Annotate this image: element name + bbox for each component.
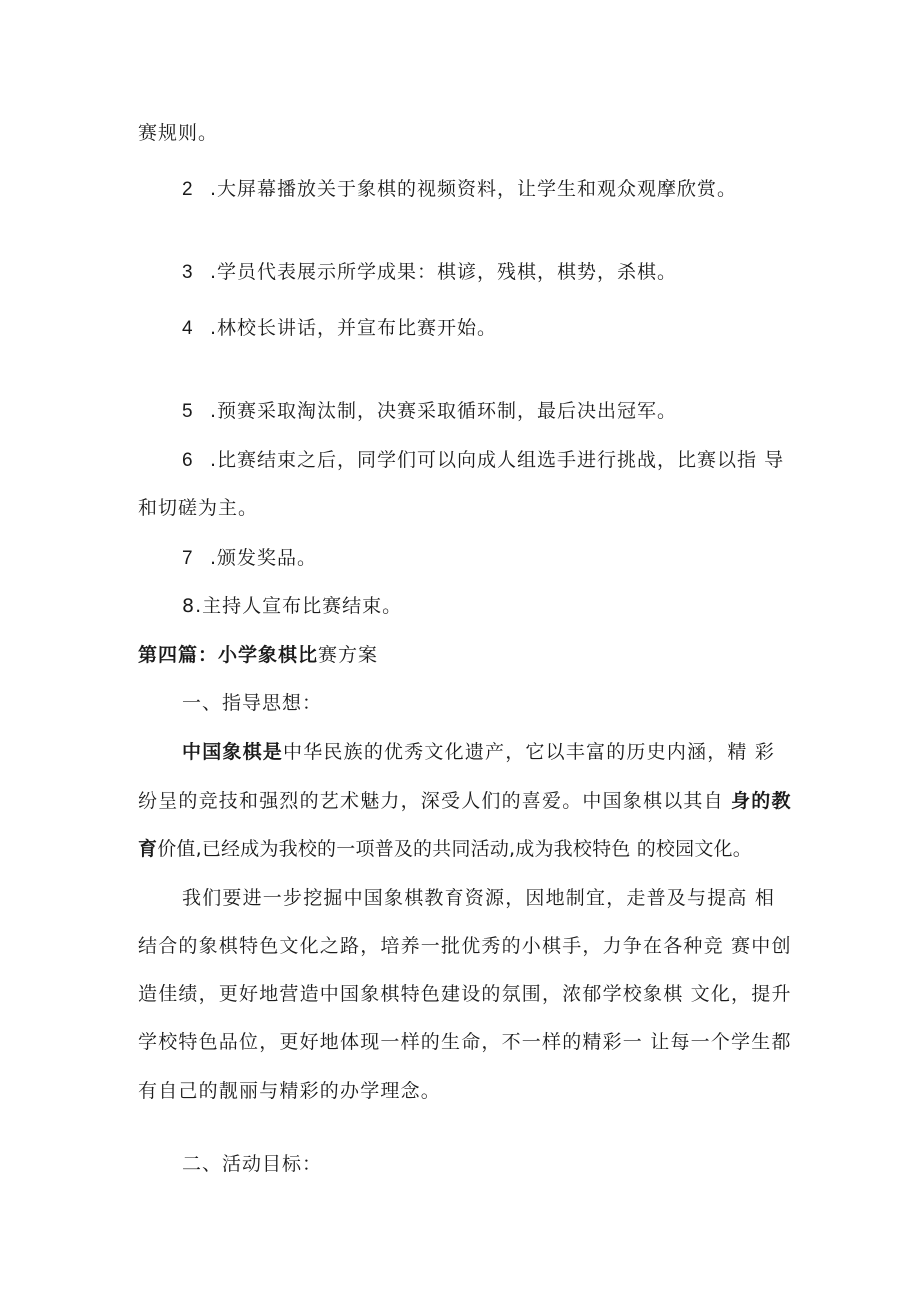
subheading-text: 二、活动目标： bbox=[182, 1153, 323, 1175]
list-item-4 bbox=[182, 315, 497, 342]
list-number: 4 bbox=[182, 318, 194, 339]
paragraph-1-line-3 bbox=[138, 836, 752, 862]
bold-phrase: 身的教 bbox=[731, 790, 792, 812]
list-item-5 bbox=[182, 398, 677, 425]
list-item-6-continuation bbox=[138, 495, 258, 521]
paragraph-text: 造佳绩，更好地营造中国象棋特色建设的氛围，浓郁学校象棋 文化，提升 bbox=[138, 983, 792, 1005]
paragraph-2-line-2 bbox=[138, 933, 792, 959]
list-number: 5 bbox=[182, 401, 194, 422]
heading-bold: 第四篇：小学象棋比 bbox=[138, 644, 319, 666]
list-item-3 bbox=[182, 259, 677, 286]
paragraph-text: 价值,已经成为我校的一项普及的共同活动,成为我校特色 的校园文化。 bbox=[157, 838, 752, 860]
paragraph-2-line-4 bbox=[138, 1029, 792, 1055]
heading-rest: 赛方案 bbox=[318, 644, 379, 666]
text-rules-end: 赛规则。 bbox=[138, 122, 219, 144]
paragraph-text: 纷呈的竞技和强烈的艺术魅力，深受人们的喜爱。中国象棋以其自 bbox=[138, 790, 732, 812]
list-text: .比赛结束之后，同学们可以向成人组选手进行挑战，比赛以指 导 bbox=[210, 449, 785, 471]
list-text: .学员代表展示所学成果：棋谚，残棋，棋势，杀棋。 bbox=[210, 261, 678, 283]
list-number: 2 bbox=[182, 179, 194, 200]
list-text: 和切磋为主。 bbox=[138, 497, 259, 519]
section-heading bbox=[138, 642, 378, 668]
paragraph-text: 有自己的靓丽与精彩的办学理念。 bbox=[138, 1080, 442, 1102]
subheading-activity-goals bbox=[182, 1151, 322, 1177]
paragraph-text: 我们要进一步挖掘中国象棋教育资源，因地制宜，走普及与提高 相 bbox=[182, 887, 776, 909]
paragraph-2-line-5 bbox=[138, 1078, 441, 1104]
list-text: 8.主持人宣布比赛结束。 bbox=[182, 595, 403, 617]
list-item-8 bbox=[182, 593, 402, 619]
bold-phrase: 中国象棋是 bbox=[182, 741, 284, 763]
subheading-text: 一、指导思想： bbox=[182, 692, 323, 714]
paragraph-text: 结合的象棋特色文化之路，培养一批优秀的小棋手，力争在各种竞 赛中创 bbox=[138, 935, 792, 957]
list-number: 3 bbox=[182, 262, 194, 283]
paragraph-1-line-2 bbox=[138, 788, 792, 814]
list-number: 7 bbox=[182, 548, 194, 569]
paragraph-2-line-1 bbox=[182, 885, 775, 911]
paragraph-2-line-3 bbox=[138, 981, 792, 1007]
list-item-6 bbox=[182, 447, 784, 474]
paragraph-text: 中华民族的优秀文化遗产，它以丰富的历史内涵，精 彩 bbox=[283, 741, 776, 763]
list-item-7 bbox=[182, 545, 317, 572]
line-rules-end bbox=[138, 120, 218, 146]
bold-phrase: 育 bbox=[138, 838, 158, 860]
list-text: .颁发奖品。 bbox=[210, 547, 318, 569]
list-text: .大屏幕播放关于象棋的视频资料，让学生和观众观摩欣赏。 bbox=[210, 178, 738, 200]
subheading-guiding-idea bbox=[182, 690, 322, 716]
paragraph-text: 学校特色品位，更好地体现一样的生命，不一样的精彩一 让每一个学生都 bbox=[138, 1031, 792, 1053]
list-number: 6 bbox=[182, 450, 194, 471]
paragraph-1-line-1 bbox=[182, 739, 775, 765]
list-text: .林校长讲话，并宣布比赛开始。 bbox=[210, 317, 498, 339]
list-text: .预赛采取淘汰制，决赛采取循环制，最后决出冠军。 bbox=[210, 400, 678, 422]
list-item-2 bbox=[182, 176, 737, 203]
